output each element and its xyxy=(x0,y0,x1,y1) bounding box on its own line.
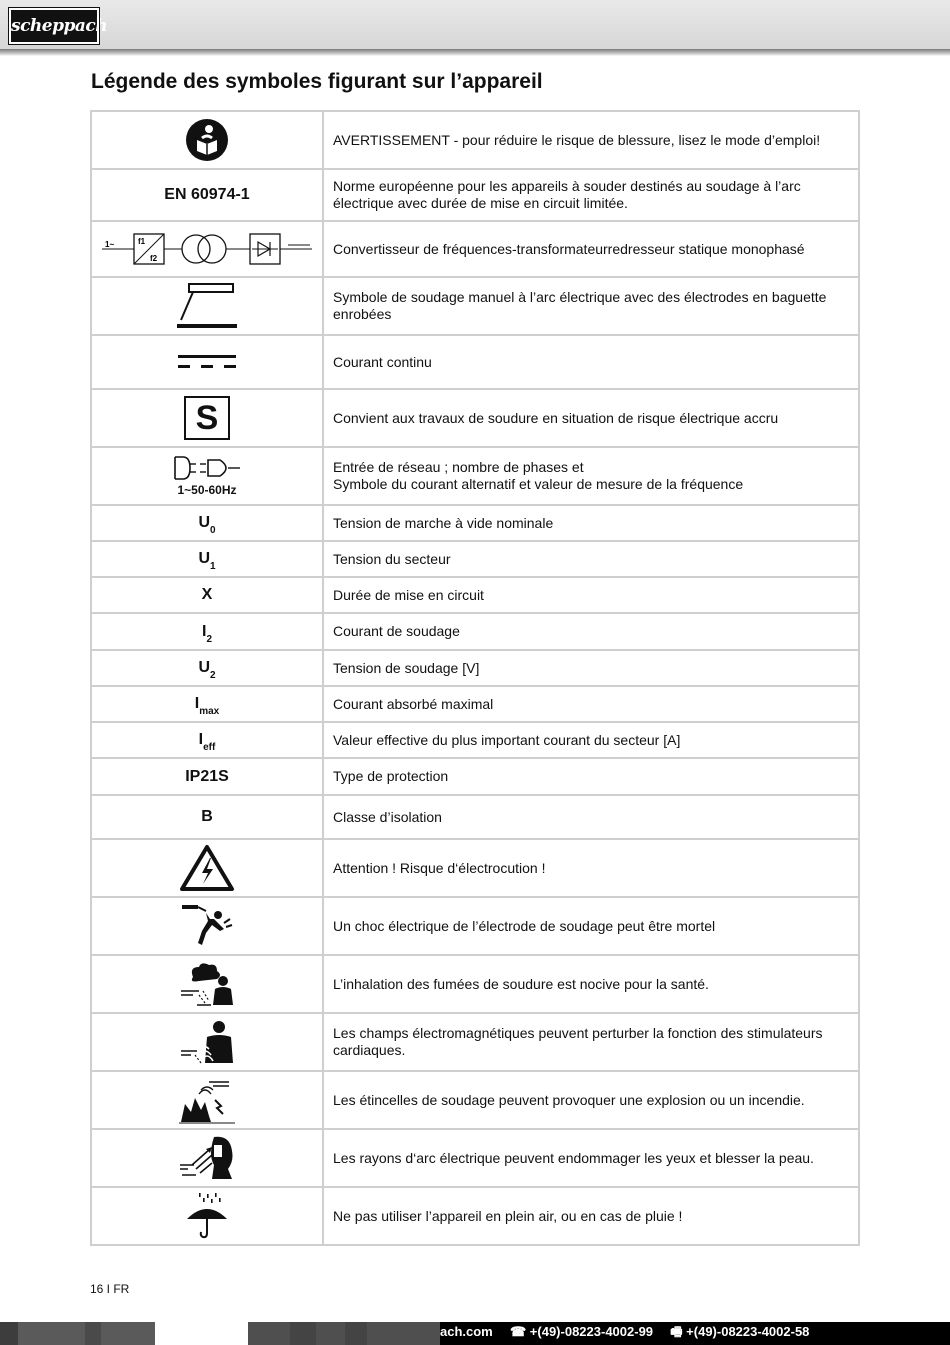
description-cell: Symbole de soudage manuel à l’arc électrique avec des électrodes en baguette enrobées xyxy=(323,277,859,335)
symbol-cell xyxy=(91,897,323,955)
symbol-cell xyxy=(91,505,323,541)
symbol-letter: U xyxy=(198,514,210,531)
description-line: Symbole du courant alternatif et valeur de mesure de la fréquence xyxy=(333,476,744,492)
protection-class-label: IP21S xyxy=(185,767,229,785)
direct-current-icon xyxy=(92,353,322,371)
table-row xyxy=(91,447,859,505)
symbol-cell xyxy=(91,169,323,221)
umbrella-rain-icon xyxy=(92,1193,322,1239)
footer-segment xyxy=(345,1322,367,1345)
manual-arc-welding-icon xyxy=(92,282,322,330)
symbol-subscript: eff xyxy=(203,742,216,753)
symbol-subscript: max xyxy=(199,706,220,717)
arc-rays-icon xyxy=(92,1135,322,1181)
table-row xyxy=(91,897,859,955)
description-cell: Durée de mise en circuit xyxy=(323,577,859,613)
symbol-subscript: 2 xyxy=(210,670,216,681)
description-cell: Tension du secteur xyxy=(323,541,859,577)
footer-contact xyxy=(440,1323,809,1341)
table-row xyxy=(91,722,859,758)
description-line: Entrée de réseau ; nombre de phases et xyxy=(333,459,584,475)
symbol-letter: X xyxy=(201,586,213,603)
standard-label: EN 60974-1 xyxy=(164,186,250,203)
table-row xyxy=(91,839,859,897)
symbol-cell xyxy=(91,722,323,758)
symbol-cell xyxy=(91,955,323,1013)
table-row xyxy=(91,686,859,722)
footer-segment xyxy=(248,1322,440,1345)
symbol-cell xyxy=(91,613,323,650)
mains-plug-label: 1~50-60Hz xyxy=(177,483,237,497)
symbol-letter: U xyxy=(198,550,210,567)
symbol-cell xyxy=(91,758,323,795)
table-row xyxy=(91,1187,859,1245)
description-cell: Type de protection xyxy=(323,758,859,795)
description-cell: Tension de marche à vide nominale xyxy=(323,505,859,541)
table-row xyxy=(91,1071,859,1129)
table-row xyxy=(91,389,859,447)
table-row xyxy=(91,335,859,389)
electric-hazard-icon xyxy=(92,844,322,892)
symbol-legend-table xyxy=(90,110,860,1246)
symbol-cell xyxy=(91,1013,323,1071)
insulation-class-label: B xyxy=(201,808,213,825)
description-cell: L’inhalation des fumées de soudure est nocive pour la santé. xyxy=(323,955,859,1013)
frequency-label-f1: f1 xyxy=(138,237,146,246)
description-cell: Les champs électromagnétiques peuvent perturber la fonction des stimulateurs cardiaques. xyxy=(323,1013,859,1071)
read-manual-icon xyxy=(92,118,322,162)
brand-logo: scheppach xyxy=(9,8,99,44)
symbol-cell xyxy=(91,1071,323,1129)
symbol-cell xyxy=(91,1129,323,1187)
phase-label: 1~ xyxy=(105,240,115,249)
symbol-cell xyxy=(91,686,323,722)
page-number: 16 I FR xyxy=(90,1282,130,1296)
symbol-cell xyxy=(91,577,323,613)
symbol-cell xyxy=(91,277,323,335)
description-cell xyxy=(323,447,859,505)
description-cell: Les rayons d‘arc électrique peuvent endommager les yeux et blesser la peau. xyxy=(323,1129,859,1187)
welding-fumes-icon xyxy=(92,961,322,1007)
table-row xyxy=(91,1013,859,1071)
footer-segment xyxy=(0,1322,155,1345)
description-cell: Les étincelles de soudage peuvent provoquer une explosion ou un incendie. xyxy=(323,1071,859,1129)
symbol-letter: I xyxy=(194,695,200,712)
description-cell: Courant de soudage xyxy=(323,613,859,650)
table-row xyxy=(91,505,859,541)
symbol-subscript: 0 xyxy=(210,525,216,536)
symbol-cell xyxy=(91,111,323,169)
description-cell: Convertisseur de fréquences-transformateurredresseur statique monophasé xyxy=(323,221,859,277)
header-bar xyxy=(0,0,950,50)
symbol-cell xyxy=(91,335,323,389)
symbol-subscript: 1 xyxy=(210,561,216,572)
symbol-cell xyxy=(91,221,323,277)
symbol-cell xyxy=(91,389,323,447)
description-cell: AVERTISSEMENT - pour réduire le risque de blessure, lisez le mode d’emploi! xyxy=(323,111,859,169)
page-title: Légende des symboles figurant sur l’appareil xyxy=(91,70,543,93)
table-row xyxy=(91,758,859,795)
website-text[interactable]: ach.com xyxy=(440,1324,493,1339)
symbol-letter: I xyxy=(201,622,207,640)
electromagnetic-field-icon xyxy=(92,1019,322,1065)
symbol-cell xyxy=(91,541,323,577)
description-cell: Convient aux travaux de soudure en situation de risque électrique accru xyxy=(323,389,859,447)
footer-segment xyxy=(155,1322,248,1345)
table-row xyxy=(91,277,859,335)
description-cell: Courant absorbé maximal xyxy=(323,686,859,722)
symbol-cell xyxy=(91,1187,323,1245)
symbol-subscript: 2 xyxy=(206,633,212,645)
footer-segment xyxy=(85,1322,101,1345)
s-symbol-label: S xyxy=(195,399,219,437)
footer-segment xyxy=(0,1322,18,1345)
fax-text: 🖷 +(49)-08223-4002-58 xyxy=(670,1324,810,1339)
description-cell: Tension de soudage [V] xyxy=(323,650,859,686)
frequency-label-f2: f2 xyxy=(150,254,158,263)
frequency-converter-icon xyxy=(92,231,322,267)
description-cell: Norme européenne pour les appareils à souder destinés au soudage à l’arc électrique avec durée de mise en circuit limitée. xyxy=(323,169,859,221)
electric-shock-electrode-icon xyxy=(92,901,322,951)
description-cell: Ne pas utiliser l’appareil en plein air, ou en cas de pluie ! xyxy=(323,1187,859,1245)
s-symbol-icon xyxy=(184,396,230,440)
table-row xyxy=(91,650,859,686)
table-row xyxy=(91,1129,859,1187)
symbol-letter: I xyxy=(198,731,204,748)
table-row xyxy=(91,221,859,277)
symbol-cell xyxy=(91,839,323,897)
table-row xyxy=(91,169,859,221)
description-cell: Valeur effective du plus important courant du secteur [A] xyxy=(323,722,859,758)
symbol-cell xyxy=(91,650,323,686)
symbol-cell xyxy=(91,795,323,839)
description-cell: Courant continu xyxy=(323,335,859,389)
footer-segment xyxy=(290,1322,316,1345)
symbol-letter: U xyxy=(198,659,210,676)
table-row xyxy=(91,795,859,839)
welding-sparks-fire-icon xyxy=(92,1076,322,1124)
table-row xyxy=(91,613,859,650)
description-cell: Un choc électrique de l’électrode de soudage peut être mortel xyxy=(323,897,859,955)
phone-text: ☎ +(49)-08223-4002-99 xyxy=(510,1324,654,1339)
table-row xyxy=(91,111,859,169)
table-row xyxy=(91,577,859,613)
symbol-cell xyxy=(91,447,323,505)
header-shadow xyxy=(0,49,950,56)
description-cell: Classe d’isolation xyxy=(323,795,859,839)
table-row xyxy=(91,541,859,577)
description-cell: Attention ! Risque d‘électrocution ! xyxy=(323,839,859,897)
table-row xyxy=(91,955,859,1013)
mains-plug-icon xyxy=(92,455,322,481)
